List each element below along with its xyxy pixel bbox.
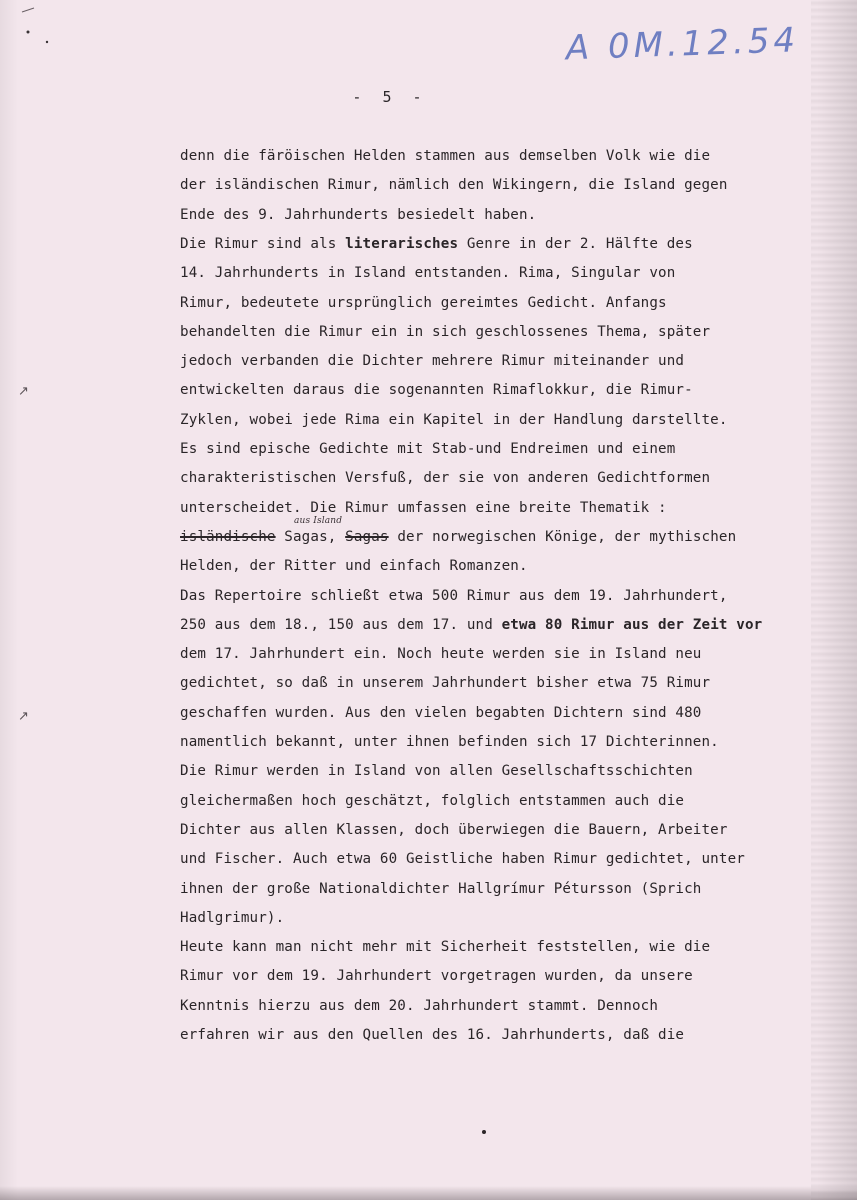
text-segment: Es sind epische Gedichte mit Stab-und Endreimen und einem [180,441,676,457]
text-segment: denn die färöischen Helden stammen aus demselben Volk wie die [180,148,711,164]
ink-speck [482,1130,486,1134]
text-segment: unterscheidet. Die Rimur umfassen eine breite Thematik : [180,499,667,516]
text-segment: Hadlgrimur). [180,909,285,926]
text-line [180,145,710,167]
text-segment: Rimur vor dem 19. Jahrhundert vorgetragen wurden, da unsere [180,968,693,985]
text-line [180,702,702,724]
text-segment: jedoch verbanden die Dichter mehrere Rimur miteinander und [180,353,685,370]
text-segment: Sagas, [275,528,346,545]
text-line [180,438,675,460]
text-segment: gedichtet, so daß in unserem Jahrhundert bisher etwa 75 Rimur [180,675,711,692]
text-segment: Dichter aus allen Klassen, doch überwiegen die Bauern, Arbeiter [180,821,728,838]
text-segment: erfahren wir aus den Quellen des 16. Jahrhunderts, daß die [180,1027,685,1043]
text-segment: entwickelten daraus die sogenannten Rimaflokkur, die Rimur- [180,382,693,399]
text-line [180,262,675,284]
text-segment: Die Rimur sind als [180,235,346,252]
text-segment: Das Repertoire schließt etwa 500 Rimur aus dem 19. Jahrhundert, [180,587,728,604]
text-line [180,467,710,489]
text-line [180,672,710,694]
text-line [180,321,710,343]
text-line [180,760,693,782]
text-line [180,614,762,636]
text-line [180,995,658,1017]
text-segment: 250 aus dem 18., 150 aus dem 17. und [180,616,502,633]
text-line [180,585,728,607]
scan-edge-shadow [811,0,857,1200]
text-line [180,555,528,577]
text-segment: der norwegischen Könige, der mythischen [388,528,737,545]
archive-number: A 0M.12.54 [565,20,800,69]
text-line [180,790,684,812]
text-segment: Sagas [345,528,389,545]
text-line [180,1024,684,1046]
handwritten-note: aus Island [294,515,343,526]
text-segment: Kenntnis hierzu aus dem 20. Jahrhundert stammt. Dennoch [180,997,659,1014]
text-line [180,174,728,196]
text-segment: Ende des 9. Jahrhunderts besiedelt haben. [180,206,537,223]
text-segment: geschaffen wurden. Aus den vielen begabten Dichtern sind 480 [180,704,702,721]
text-line [180,965,693,987]
text-segment: namentlich bekannt, unter ihnen befinden sich 17 Dichterinnen. [180,734,719,750]
text-line [180,907,284,929]
text-segment: etwa 80 Rimur aus der Zeit vor [501,616,763,633]
text-segment: der isländischen Rimur, nämlich den Wikingern, die Island gegen [180,177,728,194]
text-line [180,292,667,314]
text-segment: Die Rimur werden in Island von allen Gesellschaftsschichten [180,763,693,780]
text-segment: isländische [180,528,276,545]
text-line [180,515,737,548]
punch-hole-mark-upper: ↗ [18,384,29,399]
text-line [180,819,728,841]
text-line [180,731,719,753]
scan-bottom-shadow [0,1186,857,1200]
text-segment: Genre in der 2. Hälfte des [458,235,693,252]
text-line [180,204,536,226]
text-line [180,497,667,519]
punch-hole-mark-lower: ↗ [18,709,29,724]
text-line [180,379,693,401]
text-line [180,233,693,255]
text-segment: charakteristischen Versfuß, der sie von anderen Gedichtformen [180,470,711,487]
text-segment: 14. Jahrhunderts in Island entstanden. Rima, Singular von [180,265,676,282]
text-line [180,878,702,900]
text-segment: Rimur, bedeutete ursprünglich gereimtes Gedicht. Anfangs [180,294,667,311]
text-segment: Heute kann man nicht mehr mit Sicherheit feststellen, wie die [180,939,711,956]
text-segment: ihnen der große Nationaldichter Hallgrímur Pétursson (Sprich [180,880,702,897]
text-segment: literarisches [345,235,459,252]
scan-corner-mark [20,6,60,46]
text-segment: gleichermaßen hoch geschätzt, folglich entstammen auch die [180,792,685,809]
text-segment: und Fischer. Auch etwa 60 Geistliche haben Rimur gedichtet, unter [180,851,745,868]
text-line [180,350,684,372]
page-number: - 5 - [352,88,428,106]
text-line [180,643,702,665]
text-line [180,936,710,958]
text-line [180,409,728,431]
text-line [180,848,745,870]
text-segment: dem 17. Jahrhundert ein. Noch heute werden sie in Island neu [180,646,702,663]
text-segment: Zyklen, wobei jede Rima ein Kapitel in der Handlung darstellte. [180,411,728,428]
text-segment: behandelten die Rimur ein in sich geschlossenes Thema, später [180,323,711,340]
text-segment: Helden, der Ritter und einfach Romanzen. [180,558,528,575]
